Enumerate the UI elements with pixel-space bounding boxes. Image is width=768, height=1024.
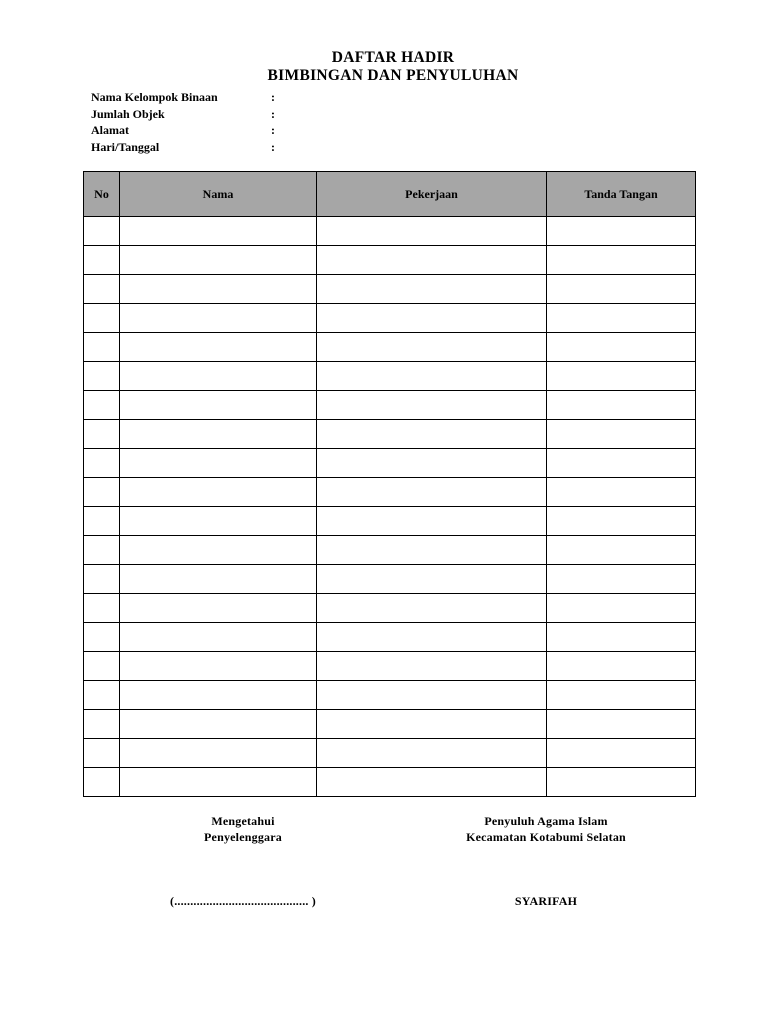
table-cell (317, 391, 547, 420)
table-cell (317, 246, 547, 275)
table-cell (84, 391, 120, 420)
table-cell (317, 652, 547, 681)
table-cell (120, 565, 317, 594)
table-cell (547, 681, 696, 710)
table-row (84, 652, 696, 681)
table-cell (317, 333, 547, 362)
table-cell (547, 565, 696, 594)
table-cell (547, 652, 696, 681)
info-colon: : (271, 106, 275, 121)
table-cell (120, 362, 317, 391)
table-cell (120, 333, 317, 362)
table-cell (84, 449, 120, 478)
table-cell (317, 478, 547, 507)
table-cell (120, 710, 317, 739)
signature-name: SYARIFAH (514, 894, 578, 908)
column-header-nama: Nama (120, 172, 317, 217)
document-subtitle: BIMBINGAN DAN PENYULUHAN (267, 67, 519, 84)
table-row (84, 420, 696, 449)
info-label-jumlah: Jumlah Objek (91, 106, 165, 121)
table-cell (547, 362, 696, 391)
info-label-alamat: Alamat (91, 123, 129, 137)
table-row (84, 594, 696, 623)
table-cell (317, 739, 547, 768)
table-row (84, 681, 696, 710)
table-cell (547, 449, 696, 478)
table-cell (547, 507, 696, 536)
info-colon: : (271, 90, 275, 104)
table-cell (84, 507, 120, 536)
table-row (84, 362, 696, 391)
table-row (84, 739, 696, 768)
table-cell (120, 275, 317, 304)
table-row (84, 391, 696, 420)
table-cell (317, 217, 547, 246)
table-cell (547, 536, 696, 565)
document-title: DAFTAR HADIR (331, 49, 455, 66)
table-cell (120, 420, 317, 449)
table-cell (547, 623, 696, 652)
signature-right (431, 814, 661, 846)
signature-right-line1: Penyuluh Agama Islam (484, 814, 608, 828)
info-colon: : (271, 139, 275, 154)
table-cell (84, 217, 120, 246)
table-cell (84, 275, 120, 304)
table-row (84, 623, 696, 652)
column-header-pekerjaan: Pekerjaan (317, 172, 547, 217)
table-row (84, 710, 696, 739)
signature-left-line1: Mengetahui (211, 814, 275, 828)
table-cell (84, 333, 120, 362)
table-cell (547, 333, 696, 362)
table-cell (84, 681, 120, 710)
table-row (84, 507, 696, 536)
signature-left-line2: Penyelenggara (204, 830, 282, 844)
table-cell (547, 739, 696, 768)
info-label-kelompok: Nama Kelompok Binaan (91, 90, 218, 104)
table-cell (547, 217, 696, 246)
table-cell (547, 594, 696, 623)
table-cell (317, 710, 547, 739)
table-cell (317, 536, 547, 565)
table-cell (84, 652, 120, 681)
table-cell (84, 246, 120, 275)
table-cell (84, 623, 120, 652)
table-header-row (84, 172, 696, 217)
table-cell (317, 420, 547, 449)
table-row (84, 246, 696, 275)
info-colon: : (271, 123, 275, 137)
table-cell (120, 246, 317, 275)
table-row (84, 768, 696, 797)
table-cell (547, 710, 696, 739)
table-cell (317, 623, 547, 652)
table-cell (547, 420, 696, 449)
table-cell (547, 304, 696, 333)
table-cell (317, 449, 547, 478)
table-cell (84, 478, 120, 507)
table-cell (84, 594, 120, 623)
column-header-tanda-tangan: Tanda Tangan (547, 172, 696, 217)
attendance-table (83, 171, 696, 797)
table-cell (84, 768, 120, 797)
table-cell (547, 275, 696, 304)
table-cell (317, 681, 547, 710)
table-row (84, 565, 696, 594)
table-row (84, 536, 696, 565)
table-cell (317, 275, 547, 304)
table-row (84, 449, 696, 478)
table-cell (317, 768, 547, 797)
table-cell (120, 391, 317, 420)
table-cell (84, 420, 120, 449)
table-cell (317, 304, 547, 333)
table-cell (317, 507, 547, 536)
table-cell (317, 594, 547, 623)
table-cell (120, 478, 317, 507)
table-body (84, 217, 696, 797)
table-cell (120, 507, 317, 536)
table-cell (317, 565, 547, 594)
table-row (84, 304, 696, 333)
table-cell (84, 710, 120, 739)
table-cell (120, 739, 317, 768)
table-cell (120, 681, 317, 710)
table-cell (120, 217, 317, 246)
table-cell (120, 768, 317, 797)
table-cell (120, 594, 317, 623)
table-row (84, 333, 696, 362)
table-cell (120, 449, 317, 478)
table-cell (84, 565, 120, 594)
table-row (84, 478, 696, 507)
table-cell (120, 536, 317, 565)
table-cell (84, 362, 120, 391)
signature-right-line2: Kecamatan Kotabumi Selatan (466, 830, 626, 844)
table-cell (317, 362, 547, 391)
table-cell (547, 478, 696, 507)
table-cell (120, 652, 317, 681)
table-cell (84, 304, 120, 333)
info-label-tanggal: Hari/Tanggal (91, 139, 160, 154)
table-cell (84, 739, 120, 768)
table-cell (547, 391, 696, 420)
table-cell (547, 768, 696, 797)
table-cell (120, 623, 317, 652)
signature-blank-line: (.......................................... ) (170, 894, 316, 908)
table-cell (547, 246, 696, 275)
table-row (84, 275, 696, 304)
table-cell (84, 536, 120, 565)
table-row (84, 217, 696, 246)
column-header-no: No (84, 172, 120, 217)
signature-left (143, 814, 343, 846)
table-cell (120, 304, 317, 333)
